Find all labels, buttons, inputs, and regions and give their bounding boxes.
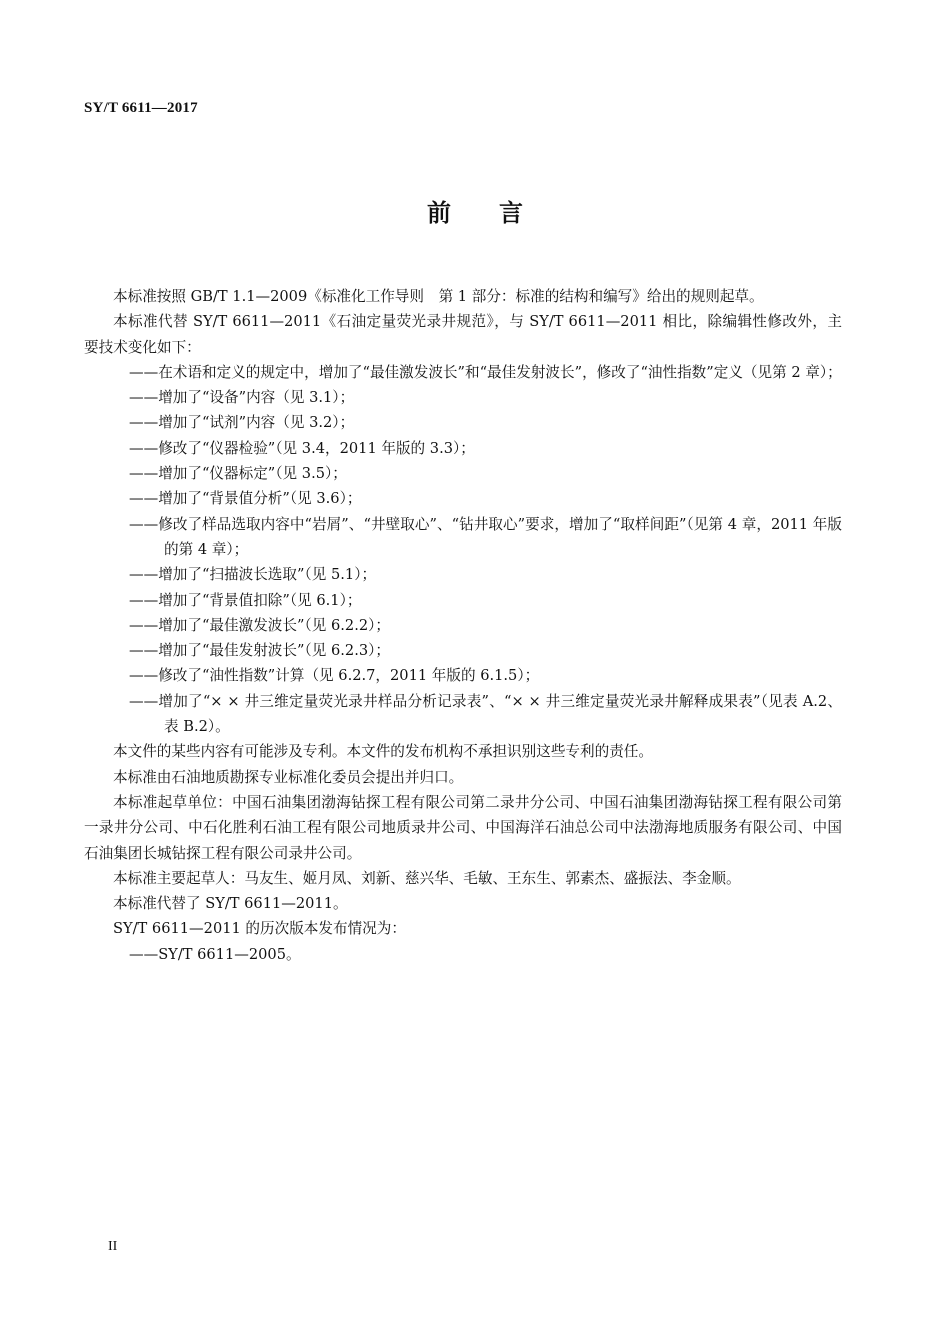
history-intro-paragraph: SY/T 6611—2011 的历次版本发布情况为： <box>113 920 406 938</box>
standard-code: SY/T 6611—2017 <box>84 100 198 116</box>
change-item: ——修改了样品选取内容中“岩屑”、“井壁取心”、“钻井取心”要求，增加了“取样间距”（见第 4 章，2011 年版的第 4 章）； <box>129 515 842 558</box>
drafting-units-paragraph: 本标准起草单位：中国石油集团渤海钻探工程有限公司第二录井分公司、中国石油集团渤海钻探工程有限公司第一录井分公司、中石化胜利石油工程有限公司地质录井公司、中国海洋石油总公司中法渤海地质服务有限公司、中国石油集团长城钻探工程有限公司录井公司。 <box>84 793 842 862</box>
change-item: ——修改了“油性指数”计算（见 6.2.7，2011 年版的 6.1.5）； <box>129 667 540 685</box>
patent-notice: 本文件的某些内容有可能涉及专利。本文件的发布机构不承担识别这些专利的责任。 <box>113 743 653 761</box>
page-title: 前言 <box>427 199 571 227</box>
change-item: ——增加了“扫描波长选取”（见 5.1）； <box>129 566 377 584</box>
history-item: ——SY/T 6611—2005。 <box>129 945 301 963</box>
change-item: ——增加了“最佳发射波长”（见 6.2.3）； <box>129 642 391 660</box>
document-body <box>84 284 842 967</box>
change-item: ——增加了“背景值扣除”（见 6.1）； <box>129 591 362 609</box>
change-item: ——增加了“最佳激发波长”（见 6.2.2）； <box>129 616 391 634</box>
proposer-paragraph: 本标准由石油地质勘探专业标准化委员会提出并归口。 <box>113 768 464 786</box>
change-item: ——增加了“仪器标定”（见 3.5）； <box>129 465 347 483</box>
change-item: ——增加了“× × 井三维定量荧光录井样品分析记录表”、“× × 井三维定量荧光录井解释成果表”（见表 A.2、表 B.2）。 <box>129 692 842 736</box>
intro-paragraph: 本标准按照 GB/T 1.1—2009《标准化工作导则 第 1 部分：标准的结构和编写》给出的规则起草。 <box>113 288 764 305</box>
change-item: ——增加了“设备”内容（见 3.1）； <box>129 389 355 407</box>
change-item: ——增加了“试剂”内容（见 3.2）； <box>129 414 355 432</box>
intro-paragraph: 本标准代替 SY/T 6611—2011《石油定量荧光录井规范》，与 SY/T 6611—2011 相比，除编辑性修改外，主要技术变化如下： <box>84 313 842 356</box>
change-item: ——在术语和定义的规定中，增加了“最佳激发波长”和“最佳发射波长”，修改了“油性指数”定义（见第 2 章）； <box>129 363 842 381</box>
drafters-paragraph: 本标准主要起草人：马友生、姬月凤、刘新、慈兴华、毛敏、王东生、郭素杰、盛振法、李金顺。 <box>113 869 741 887</box>
page-number: II <box>108 1239 118 1254</box>
change-item: ——增加了“背景值分析”（见 3.6）； <box>129 490 362 508</box>
change-item: ——修改了“仪器检验”（见 3.4，2011 年版的 3.3）； <box>129 439 475 457</box>
replacement-paragraph: 本标准代替了 SY/T 6611—2011。 <box>113 895 348 913</box>
